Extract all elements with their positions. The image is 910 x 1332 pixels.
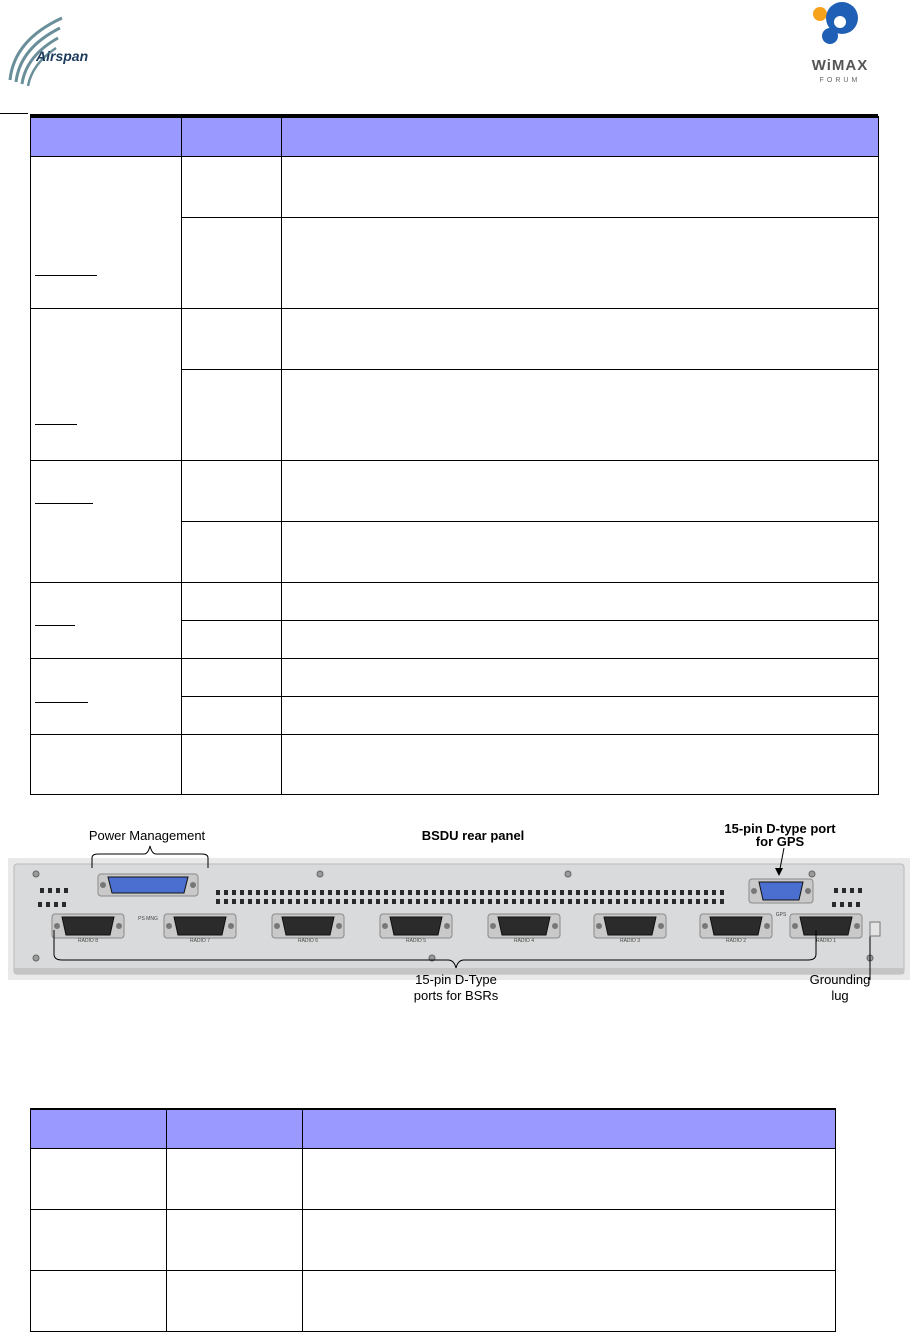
vent-slot: [656, 890, 660, 895]
vent-slot: [264, 890, 268, 895]
grounding-lug: [870, 922, 880, 936]
vent-slot: [288, 899, 292, 904]
vent-slot: [632, 890, 636, 895]
table-row: [31, 583, 879, 621]
radio-port-label: RADIO 3: [619, 938, 641, 944]
vent-slot: [328, 899, 332, 904]
grounding-label-line1: Grounding: [809, 972, 871, 987]
underline-mark: [35, 424, 77, 425]
vent-slot: [712, 899, 716, 904]
vent-slot: [480, 899, 484, 904]
vent-slot: [248, 899, 252, 904]
vent-slot: [584, 899, 588, 904]
vent-slot: [448, 899, 452, 904]
vent-slot: [384, 890, 388, 895]
table-cell: [282, 621, 879, 659]
airspan-logo-text: Airspan: [36, 48, 89, 64]
table-cell: [31, 735, 182, 795]
table-header-cell: [303, 1109, 836, 1149]
radio-port: [700, 914, 772, 938]
grounding-label-line2: lug: [831, 988, 849, 1003]
vent-slot: [296, 890, 300, 895]
radio-port-label: RADIO 4: [513, 938, 535, 944]
vent-slot: [360, 890, 364, 895]
vent-slot: [424, 899, 428, 904]
vent-slot: [696, 890, 700, 895]
table-cell: [182, 309, 282, 370]
vent-slot: [552, 899, 556, 904]
vent-slot: [600, 899, 604, 904]
table-row: [31, 735, 879, 795]
vent-slot: [560, 890, 564, 895]
table-cell: [282, 522, 879, 583]
underline-mark: [35, 702, 88, 703]
table-cell: [182, 522, 282, 583]
vent-slot: [280, 899, 284, 904]
vent-slot: [640, 899, 644, 904]
table-cell: [282, 697, 879, 735]
vent-slot: [528, 899, 532, 904]
port-table: [30, 1108, 836, 1332]
vent-slot: [568, 890, 572, 895]
table-cell: [31, 659, 182, 735]
vent-slot: [592, 890, 596, 895]
table-cell: [167, 1210, 303, 1271]
vent-slot: [376, 890, 380, 895]
vent-slot: [384, 899, 388, 904]
vent-slot: [576, 890, 580, 895]
vent-slot: [54, 902, 58, 907]
airspan-logo: [2, 10, 112, 90]
table-cell: [282, 735, 879, 795]
table-cell: [182, 697, 282, 735]
table-cell: [182, 157, 282, 218]
vent-slot: [320, 890, 324, 895]
vent-slot: [46, 902, 50, 907]
vent-slot: [232, 899, 236, 904]
radio-port: [52, 914, 124, 938]
vent-slot: [688, 899, 692, 904]
vent-slot: [520, 890, 524, 895]
vent-slot: [352, 899, 356, 904]
vent-slot: [680, 890, 684, 895]
vent-slot: [376, 899, 380, 904]
vent-slot: [832, 902, 836, 907]
vent-slot: [720, 899, 724, 904]
table-cell: [31, 1271, 167, 1332]
vent-slot: [648, 890, 652, 895]
vent-slot: [296, 899, 300, 904]
vent-slot: [592, 899, 596, 904]
vent-slot: [560, 899, 564, 904]
vent-slot: [416, 899, 420, 904]
panel-screw: [809, 871, 815, 877]
table-row: [31, 659, 879, 697]
gps-port-label-line2: for GPS: [755, 834, 805, 849]
vent-slot: [834, 888, 838, 893]
vent-slot: [344, 890, 348, 895]
table-cell: [303, 1210, 836, 1271]
vent-slot: [272, 890, 276, 895]
vent-slot: [584, 890, 588, 895]
vent-slot: [264, 899, 268, 904]
table-header-row: [31, 117, 879, 157]
vent-slot: [496, 890, 500, 895]
vent-slot: [40, 888, 44, 893]
table-header-cell: [31, 1109, 167, 1149]
vent-slot: [360, 899, 364, 904]
bsdu-rear-panel-figure: [8, 808, 910, 1006]
vent-slot: [512, 899, 516, 904]
vent-slot: [56, 888, 60, 893]
table-cell: [182, 583, 282, 621]
vent-slot: [408, 899, 412, 904]
table-cell: [282, 309, 879, 370]
table-header-cell: [182, 117, 282, 157]
panel-screw: [565, 871, 571, 877]
panel-screw: [317, 871, 323, 877]
vent-slot: [842, 888, 846, 893]
vent-slot: [232, 890, 236, 895]
vent-slot: [48, 888, 52, 893]
radio-port: [380, 914, 452, 938]
panel-screw: [33, 871, 39, 877]
bsr-ports-label-line2: ports for BSRs: [413, 988, 499, 1003]
vent-slot: [536, 899, 540, 904]
radio-port: [594, 914, 666, 938]
vent-slot: [392, 890, 396, 895]
table-header-cell: [282, 117, 879, 157]
table-cell: [182, 659, 282, 697]
table-row: [31, 157, 879, 218]
vent-slot: [488, 890, 492, 895]
vent-slot: [280, 890, 284, 895]
vent-slot: [504, 899, 508, 904]
vent-slot: [848, 902, 852, 907]
vent-slot: [616, 899, 620, 904]
vent-slot: [352, 890, 356, 895]
table-cell: [182, 370, 282, 461]
vent-slot: [448, 890, 452, 895]
table-header-cell: [31, 117, 182, 157]
underline-mark: [35, 503, 93, 504]
vent-slot: [656, 899, 660, 904]
table-row: [31, 461, 879, 522]
vent-slot: [240, 899, 244, 904]
vent-slot: [312, 890, 316, 895]
vent-slot: [840, 902, 844, 907]
header-rule-tick: [0, 113, 28, 114]
radio-port-label: RADIO 2: [725, 938, 747, 944]
power-management-port: [98, 874, 198, 896]
vent-slot: [544, 890, 548, 895]
vent-slot: [272, 899, 276, 904]
vent-slot: [688, 890, 692, 895]
vent-slot: [568, 899, 572, 904]
vent-slot: [248, 890, 252, 895]
gps-port-small-label: GPS: [775, 912, 787, 918]
table-cell: [182, 218, 282, 309]
vent-slot: [472, 890, 476, 895]
vent-slot: [400, 899, 404, 904]
wimax-forum-logo: [800, 0, 880, 88]
vent-slot: [368, 890, 372, 895]
vent-slot: [38, 902, 42, 907]
vent-slot: [624, 899, 628, 904]
table-cell: [303, 1271, 836, 1332]
vent-slot: [552, 890, 556, 895]
vent-slot: [520, 899, 524, 904]
table-cell: [31, 309, 182, 461]
vent-slot: [664, 899, 668, 904]
table-cell: [167, 1149, 303, 1210]
radio-port: [488, 914, 560, 938]
power-management-label: Power Management: [88, 828, 206, 843]
vent-slot: [432, 899, 436, 904]
table-cell: [31, 1210, 167, 1271]
table-cell: [282, 218, 879, 309]
vent-slot: [696, 899, 700, 904]
vent-slot: [632, 899, 636, 904]
vent-slot: [288, 890, 292, 895]
vent-slot: [216, 890, 220, 895]
table-cell: [31, 461, 182, 583]
radio-port-label: RADIO 6: [297, 938, 319, 944]
table-row: [31, 1210, 836, 1271]
table-cell: [303, 1149, 836, 1210]
table-cell: [282, 659, 879, 697]
vent-slot: [432, 890, 436, 895]
vent-slot: [648, 899, 652, 904]
figure-title: BSDU rear panel: [421, 828, 525, 843]
vent-slot: [456, 890, 460, 895]
table-cell: [31, 1149, 167, 1210]
vent-slot: [536, 890, 540, 895]
table-header-row: [31, 1109, 836, 1149]
radio-port: [272, 914, 344, 938]
panel-screw: [33, 955, 39, 961]
vent-slot: [672, 890, 676, 895]
table-cell: [282, 370, 879, 461]
vent-slot: [496, 899, 500, 904]
radio-port-label: RADIO 5: [405, 938, 427, 944]
vent-slot: [712, 890, 716, 895]
vent-slot: [504, 890, 508, 895]
vent-slot: [336, 890, 340, 895]
vent-slot: [256, 899, 260, 904]
vent-slot: [328, 890, 332, 895]
vent-slot: [456, 899, 460, 904]
vent-slot: [664, 890, 668, 895]
bsr-ports-label-line1: 15-pin D-Type: [415, 972, 497, 987]
vent-slot: [408, 890, 412, 895]
vent-slot: [440, 890, 444, 895]
vent-slot: [704, 890, 708, 895]
vent-slot: [320, 899, 324, 904]
vent-slot: [64, 888, 68, 893]
radio-port-label: RADIO 1: [815, 938, 837, 944]
vent-slot: [224, 899, 228, 904]
vent-slot: [858, 888, 862, 893]
radio-port: [164, 914, 236, 938]
table-cell: [182, 461, 282, 522]
table-row: [31, 1271, 836, 1332]
vent-slot: [424, 890, 428, 895]
table-cell: [182, 621, 282, 659]
table-cell: [31, 157, 182, 309]
vent-slot: [608, 899, 612, 904]
vent-slot: [472, 899, 476, 904]
led-table: [30, 116, 879, 795]
table-cell: [167, 1271, 303, 1332]
vent-slot: [304, 899, 308, 904]
vent-slot: [240, 890, 244, 895]
vent-slot: [544, 899, 548, 904]
vent-slot: [464, 890, 468, 895]
vent-slot: [704, 899, 708, 904]
vent-slot: [392, 899, 396, 904]
vent-slot: [440, 899, 444, 904]
table-cell: [182, 735, 282, 795]
vent-slot: [304, 890, 308, 895]
vent-slot: [344, 899, 348, 904]
vent-slot: [850, 888, 854, 893]
vent-slot: [416, 890, 420, 895]
table-header-cell: [167, 1109, 303, 1149]
vent-slot: [672, 899, 676, 904]
vent-slot: [600, 890, 604, 895]
table-row: [31, 309, 879, 370]
vent-slot: [400, 890, 404, 895]
radio-port-label: RADIO 7: [189, 938, 211, 944]
underline-mark: [35, 275, 97, 276]
vent-slot: [312, 899, 316, 904]
vent-slot: [62, 902, 66, 907]
table-cell: [282, 583, 879, 621]
radio-port-label: RADIO 8: [77, 938, 99, 944]
vent-slot: [464, 899, 468, 904]
gps-port-label-line1: 15-pin D-type port: [724, 821, 836, 836]
vent-slot: [576, 899, 580, 904]
vent-slot: [528, 890, 532, 895]
underline-mark: [35, 625, 75, 626]
radio-port: [790, 914, 862, 938]
vent-slot: [336, 899, 340, 904]
vent-slot: [256, 890, 260, 895]
vent-slot: [640, 890, 644, 895]
vent-slot: [624, 890, 628, 895]
gps-port: [749, 879, 813, 903]
vent-slot: [856, 902, 860, 907]
vent-slot: [680, 899, 684, 904]
vent-slot: [224, 890, 228, 895]
vent-slot: [488, 899, 492, 904]
table-cell: [282, 461, 879, 522]
wimax-logo-text: WiMAX: [811, 57, 869, 74]
vent-slot: [616, 890, 620, 895]
vent-slot: [480, 890, 484, 895]
vent-slot: [720, 890, 724, 895]
vent-slot: [512, 890, 516, 895]
table-row: [31, 1149, 836, 1210]
table-cell: [282, 157, 879, 218]
vent-slot: [608, 890, 612, 895]
psmng-port-label: PS MNG: [138, 916, 158, 922]
forum-logo-text: FORUM: [819, 77, 861, 84]
vent-slot: [216, 899, 220, 904]
table-cell: [31, 583, 182, 659]
vent-slot: [368, 899, 372, 904]
